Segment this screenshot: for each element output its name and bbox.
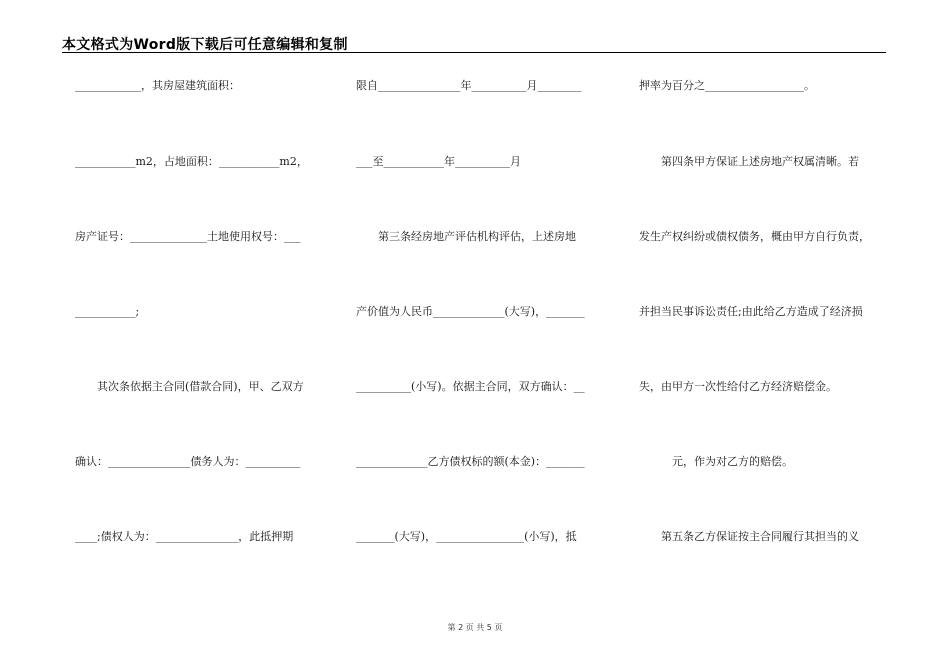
text-line: ____________，其房屋建筑面积： (75, 79, 240, 92)
text-line: 第四条甲方保证上述房地产权属清晰。若 (639, 155, 859, 168)
text-line: _____________乙方债权标的额(本金)：_______ (356, 455, 585, 468)
text-line: 第五条乙方保证按主合同履行其担当的义 (639, 530, 859, 543)
text-line: 失，由甲方一次性给付乙方经济赔偿金。 (639, 380, 837, 393)
text-line: _______(大写)，________________(小写)，抵 (356, 530, 577, 543)
text-line: 确认：_______________债务人为：__________ (75, 455, 301, 468)
text-line: ___至___________年__________月 (356, 155, 521, 168)
text-line: 发生产权纠纷或债权债务，概由甲方自行负责， (639, 230, 870, 243)
text-line: 产价值为人民币_____________(大写)，_______ (356, 305, 585, 318)
text-line: ____;债权人为：_______________，此抵押期 (75, 530, 294, 543)
text-line: 第三条经房地产评估机构评估，上述房地 (356, 230, 576, 243)
page-number-footer: 第 2 页 共 5 页 (447, 623, 503, 632)
text-line: 并担当民事诉讼责任;由此给乙方造成了经济损 (639, 305, 863, 318)
text-line: ___________; (75, 305, 140, 318)
text-line: 房产证号：______________土地使用权号：___ (75, 230, 301, 243)
text-line: 限自_______________年__________月________ (356, 79, 582, 92)
header-divider (62, 52, 886, 53)
text-line: ___________m2，占地面积：___________m2， (75, 155, 308, 168)
page-header-title: 本文格式为Word版下载后可任意编辑和复制 (62, 37, 348, 53)
text-line: 元，作为对乙方的赔偿。 (639, 455, 793, 468)
text-line: 其次条依据主合同(借款合同)，甲、乙双方 (75, 380, 304, 393)
text-line: 押率为百分之__________________。 (639, 79, 815, 92)
text-line: __________(小写)。依据主合同，双方确认：__ (356, 380, 585, 393)
